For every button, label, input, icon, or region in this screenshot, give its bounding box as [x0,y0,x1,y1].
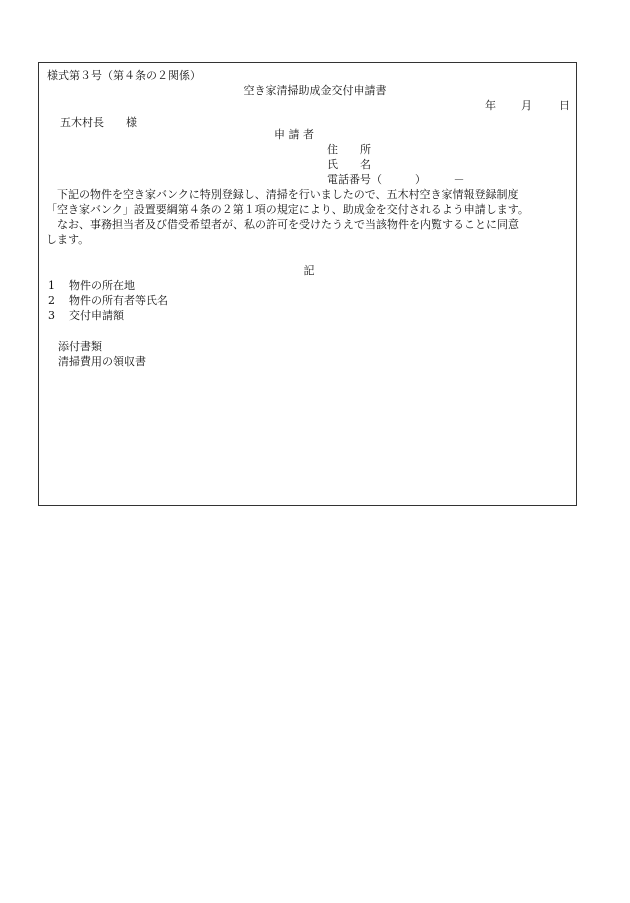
body-line-4: します。 [46,233,90,246]
date-year-label: 年 [485,99,496,112]
item-1-label: 物件の所在地 [69,279,135,292]
attachments-item: 清掃費用の領収書 [58,355,146,368]
addressee: 五木村長 様 [60,116,137,129]
date-month-label: 月 [521,99,532,112]
item-1-number: 1 [48,279,55,292]
body-line-1: 下記の物件を空き家バンクに特別登録し、清掃を行いましたので、五木村空き家情報登録制度 [57,188,519,201]
item-3-number: 3 [48,309,55,322]
item-3-label: 交付申請額 [69,309,124,322]
form-number: 様式第３号（第４条の２関係） [47,69,201,82]
applicant-phone-label: 電話番号（ ） － [327,173,465,186]
item-2-number: 2 [48,294,55,307]
date-day-label: 日 [559,99,570,112]
applicant-heading: 申 請 者 [274,128,314,141]
body-line-2: 「空き家バンク」設置要綱第４条の２第１項の規定により、助成金を交付されるよう申請します。 [46,203,529,216]
applicant-address-label: 住 所 [327,143,371,156]
applicant-name-label: 氏 名 [327,158,371,171]
form-title: 空き家清掃助成金交付申請書 [243,84,387,97]
attachments-heading: 添付書類 [58,340,102,353]
item-2-label: 物件の所有者等氏名 [69,294,168,307]
body-line-3: なお、事務担当者及び借受希望者が、私の許可を受けたうえで当該物件を内覧することに同意 [57,218,519,231]
ki-heading: 記 [303,264,315,277]
